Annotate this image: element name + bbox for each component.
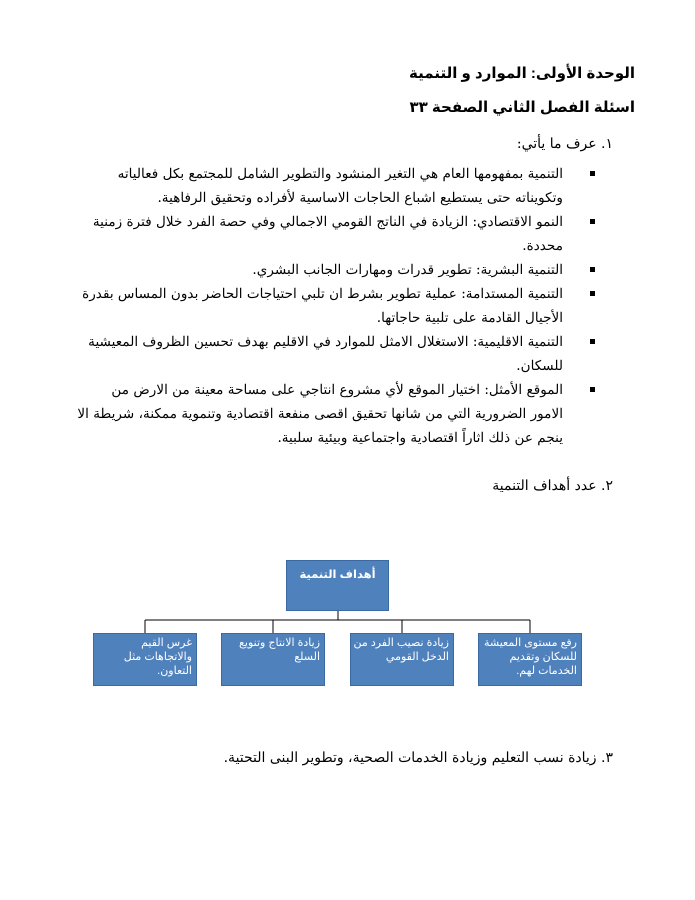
list-item: التنمية بمفهومها العام هي التغير المنشود والتطوير الشامل للمجتمع بكل فعالياته وتكويناته حتى يستطيع اشباع الحاجات الاساسية لأفراده وتحقيق الرفاهية. <box>75 162 595 210</box>
list-item: التنمية البشرية: تطوير قدرات ومهارات الجانب البشري. <box>75 258 595 282</box>
question-1-text: عرف ما يأتي: <box>516 136 597 152</box>
list-item: التنمية المستدامة: عملية تطوير بشرط ان تلبي احتياجات الحاضر بدون المساس بقدرة الأجيال القادمة على تلبية حاجاتها. <box>75 282 595 330</box>
diagram-goal-box: غرس القيم والاتجاهات مثل التعاون. <box>93 633 197 686</box>
list-item: التنمية الاقليمية: الاستغلال الامثل للموارد في الاقليم بهدف تحسين الظروف المعيشية للسكان. <box>75 330 595 378</box>
list-item: النمو الاقتصادي: الزيادة في الناتج القومي الاجمالي وفي حصة الفرد خلال فترة زمنية محددة. <box>75 210 595 258</box>
question-2-number: ٢. <box>601 478 613 494</box>
diagram-goal-box: زيادة نصيب الفرد من الدخل القومي <box>350 633 454 686</box>
diagram-goal-box: زيادة الانتاج وتنويع السلع <box>221 633 325 686</box>
question-1 <box>517 136 613 152</box>
question-1-number: ١. <box>601 136 613 152</box>
question-3-number: ٣. <box>601 750 613 766</box>
section-title: اسئلة الفصل الثاني الصفحة ٣٣ <box>409 99 635 116</box>
diagram-goal-box: رفع مستوى المعيشة للسكان وتقديم الخدمات لهم. <box>478 633 582 686</box>
diagram-root-box: أهداف التنمية <box>286 560 389 611</box>
question-3 <box>224 750 613 766</box>
question-3-text: زيادة نسب التعليم وزيادة الخدمات الصحية، وتطوير البنى التحتية. <box>223 750 597 766</box>
definitions-list <box>75 162 595 450</box>
question-2-text: عدد أهداف التنمية <box>492 478 597 494</box>
unit-title: الوحدة الأولى: الموارد و التنمية <box>409 65 635 82</box>
list-item: الموقع الأمثل: اختيار الموقع لأي مشروع انتاجي على مساحة معينة من الارض من الامور الضرورية التي من شانها تحقيق اقصى منفعة اقتصادية وتنموية ممكنة، شريطة الا ينجم عن ذلك اثاراً اقتصادية واجتماعية وبيئية سلبية. <box>75 378 595 450</box>
question-2 <box>492 478 613 494</box>
